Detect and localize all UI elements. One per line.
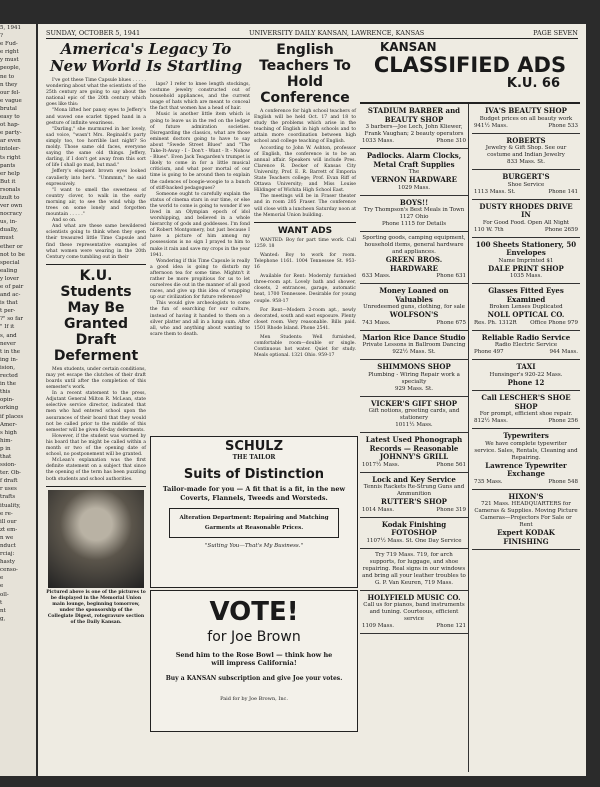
- ad-phone: Phone 2659: [544, 226, 578, 233]
- prev-line: ot hap-: [0, 122, 20, 129]
- ad-address: 929 Mass. St.: [394, 385, 434, 392]
- schulz-ad: [150, 436, 358, 588]
- prev-line: p in: [0, 445, 11, 452]
- ad-address-line: [474, 479, 578, 486]
- prev-line: r uses: [0, 486, 17, 493]
- prev-line: if places: [0, 413, 24, 420]
- legacy-article-col1: [46, 78, 146, 261]
- paragraph: This would give archeologists to come the fun of searching for our culture, instead of having it handed to them on a silver platter and all in a lump sum. After all, who and anything about wanting to scare them to death.: [150, 301, 250, 337]
- schulz-body: Tailor-made for you — A fit that is a fit, in the new Coverts, Flannels, Tweeds and Worsteds.: [162, 485, 346, 502]
- prev-line: ne to: [0, 73, 15, 80]
- paragraph: Music is another little item which is going to leave us in the red on the ledger of future admiration societies. Disregarding the classics, what are those eminent doctors going to have to say about "Swede Street Blues" and "The Take-It-Away - I - Don't - Want - It - Nohow - Blues". Even Jack Teagarden's trumpet is likely to come in for a little musical criticism, and what poor mortal of our time is going to be around then to explain the cadences of boogie-woogie to a bunch of stiff-backed pedagogues?: [150, 112, 250, 191]
- prev-line: must: [0, 235, 14, 242]
- ad-name: DUSTY RHODES DRIVE IN: [479, 201, 573, 219]
- ad-text: Name Imprinted $1: [498, 257, 554, 264]
- classified-ad: [360, 284, 468, 331]
- ad-phone: Phone 675: [436, 319, 466, 326]
- vote-footer: Paid for by Joe Brown, Inc.: [220, 696, 288, 702]
- vote-line3: Buy a KANSAN subscription and give Joe your votes.: [165, 675, 343, 682]
- ad-phone: Phone 121: [436, 623, 466, 629]
- paragraph: The meetings will be in Fraser theater and in room 205 Fraser. The conference will close with a luncheon Saturday noon at the Memorial Union building.: [254, 194, 356, 218]
- ad-address-line: [474, 273, 578, 280]
- classified-ad: [472, 490, 580, 551]
- prev-line: trafts: [0, 494, 16, 501]
- ad-text: Private Lessons in Ballroom Dancing: [362, 342, 466, 348]
- prev-line: g,: [0, 615, 6, 622]
- ad-text: Call us for pianos, band instruments and tuning. Courteous, efficient service: [363, 602, 465, 622]
- classified-ad: [360, 549, 468, 591]
- ad-address-line: [362, 185, 466, 192]
- prev-line: e party-: [0, 130, 22, 137]
- ad-text: Shoe Service: [507, 181, 545, 188]
- vote-line2: will impress California!: [211, 659, 297, 667]
- ad-name: Money Loaned on Valuables: [379, 286, 449, 304]
- ad-name: BURGERT'S: [502, 172, 550, 181]
- prev-line: zt em-: [0, 526, 18, 533]
- classified-ad: [472, 238, 580, 285]
- ad-name: BOYS!!: [399, 197, 429, 207]
- ad-name-2: NOLL OPTICAL CO.: [487, 310, 565, 319]
- prev-line: hasty: [0, 559, 15, 566]
- ad-text: Budget prices on all beauty work: [479, 115, 573, 122]
- paragraph: McLean's explanation was the first definite statement on a subject that since the opening of the term has been puzzling both students and school authorities.: [46, 458, 146, 482]
- vote-subtitle: for Joe Brown: [207, 629, 301, 645]
- ad-text: Plumbing - Wiring Repair work a specialty: [368, 371, 460, 385]
- ad-address: 1029 Mass.: [397, 184, 431, 191]
- draft-article: [46, 367, 146, 483]
- ad-phone: Phone 141: [548, 188, 578, 195]
- prev-line: pants: [0, 162, 16, 169]
- classified-ad: [472, 170, 580, 200]
- prev-line: ter. Ob-: [0, 470, 21, 477]
- ad-address-line: [362, 349, 466, 356]
- ad-text: The: [408, 169, 420, 175]
- classified-title: CLASSIFIED ADS: [373, 53, 567, 77]
- ad-address-line: [362, 386, 466, 393]
- masthead-date: SUNDAY, OCTOBER 5, 1941: [46, 29, 141, 37]
- ad-text: Try Thompson's Best Meals in Town 1127 Ohio: [363, 207, 465, 220]
- ad-name-2: Phone 12: [507, 377, 545, 387]
- prev-line: censo-: [0, 567, 18, 574]
- classified-ad: [360, 473, 468, 518]
- classified-ad: [360, 360, 468, 397]
- ad-text: Broken Lenses Duplicated: [489, 304, 563, 310]
- ad-phone: Phone 548: [548, 478, 578, 485]
- paragraph: laps? I refer to knee length stockings, costume jewelry constructed out of household appliances, and the current usage of hats which are meant to conceal the fact that women has a head of hair.: [150, 82, 250, 112]
- prev-line: ver own: [0, 203, 23, 210]
- prev-line: y must: [0, 57, 19, 64]
- ad-name: Kodak Finishing FOTOSHOP: [381, 519, 447, 537]
- prev-line: our fel-: [0, 89, 21, 96]
- prev-line: special: [0, 259, 20, 266]
- classified-ad: [360, 433, 468, 473]
- prev-line: y lover: [0, 275, 19, 282]
- draft-headline: K.U. Students May Be Granted Draft Deferment: [53, 267, 139, 364]
- prev-line: easy to: [0, 114, 20, 121]
- prev-line: " If it: [0, 324, 15, 331]
- classified-ad: [360, 196, 468, 233]
- ad-phone: Phone 319: [436, 506, 466, 513]
- ad-name: STADIUM BARBER and BEAUTY SHOP: [367, 106, 461, 124]
- classified-ad: [472, 331, 580, 361]
- ad-text: Hunsinger's 920-22 Mass.: [489, 371, 563, 378]
- ad-address-line: [362, 462, 466, 469]
- paragraph: Men students, under certain conditions, may yet escape the clutches of their draft boards until after the completion of this semester's work.: [46, 366, 146, 391]
- prev-line: e Fud-: [0, 41, 18, 48]
- ad-text: For Good Food. Open All Night: [482, 219, 570, 226]
- ad-address: Res. Ph. 1312R: [474, 319, 517, 326]
- classified-ad: [360, 518, 468, 549]
- prev-line: that: [0, 453, 12, 460]
- ad-text: Sporting goods, camping equipment, household items, general hardware and appliances.: [362, 235, 466, 255]
- ad-address-line: [474, 418, 578, 425]
- ad-text: We have complete typewriter service. Sales, Rentals, Cleaning and Repairing.: [474, 440, 578, 461]
- prev-line: f draft: [0, 478, 18, 485]
- classified-ad: [472, 391, 580, 429]
- prev-line: nduct: [0, 543, 16, 549]
- want-ad: For Rent—Modern 2-room apt., newly decorated, south and east exposure. Plenty closet room. Very reasonable. Bills paid. 1501 Rhode Island. Phone 2541.: [254, 307, 356, 331]
- ad-address-line: [474, 349, 578, 356]
- ad-address: 1017½ Mass.: [362, 461, 400, 468]
- ad-address-line: [362, 221, 466, 228]
- prev-line: is that: [0, 300, 18, 307]
- prev-line: But it: [0, 178, 16, 185]
- want-ad: Men Students: Well furnished, comfortable room—double or single. Continuous hot water. Quiet for study. Meals optional. 1321 Ohio. 959-17: [254, 335, 356, 359]
- paragraph: Wondering if this Time Capsule is really a good idea is going to disturb my afternoon tea for some time. Mightn't it rather be more propitious for us to let ourselves die out in the manner of all good races, and give up this idea of wrapping up our civilization for future reference?: [150, 258, 250, 301]
- schulz-slogan: "Suiting You—That's My Business.": [204, 543, 304, 549]
- ad-text: Jewelry & Gift Shop. See our costume and Indian Jewelry: [485, 145, 567, 158]
- ad-text: Try 719 Mass. 719, for arch supports, for luggage, and shoe repairing. Real signs in our windows and bring all your leather troubles to G. P. Van Keuren, 719 Mass.: [362, 551, 466, 586]
- ad-name: Typewriters: [503, 431, 549, 440]
- ad-name-2: Expert KODAK FINISHING: [497, 528, 555, 546]
- prev-line: e right: [0, 49, 19, 56]
- paragraph: In a recent statement to the press, Adjutant General Milton R. McLean, state selective service director, indicated that men who had entered school upon the assurances of their board that they would not be called prior to the middle of this semester will be given 60-day deferments.: [46, 391, 146, 433]
- ad-name-2: JOHNNY'S GRILL: [379, 452, 449, 461]
- prev-line: t: [0, 599, 3, 606]
- classified-phone: K.U. 66: [506, 76, 560, 91]
- paragraph: I've got these Time Capsule blues . . . . . wondering about what the scientists of the 25th century are going to say about the national epic of the 20th century which goes like this:: [46, 78, 146, 108]
- ad-text: Tennis Rackets Re-Strung Guns and Ammunition: [363, 484, 465, 497]
- ad-text: Unredeemed guns, clothing, for sale: [363, 304, 465, 310]
- prev-line: rciaj:: [0, 551, 15, 558]
- ad-text: Radio Electric Service: [494, 342, 558, 348]
- ad-address: 1109 Mass.: [362, 623, 395, 629]
- paragraph: "I want to smell the sweetness of country clover, to walk in the early morning air, to see the wind whip the trees on some lonely and forgotten mountain . . . . .": [46, 187, 146, 218]
- ad-address: 922½ Mass. St.: [392, 349, 436, 355]
- ad-text: 3 barbers—Joe Lech, John Kliewer, Frank Vaughan; 2 beauty operators: [364, 124, 464, 137]
- prev-line: ether or: [0, 243, 23, 250]
- ad-phone: 944 Mass.: [549, 349, 578, 355]
- photo: [48, 490, 144, 588]
- classified-ad: [360, 397, 468, 434]
- conference-article: [254, 109, 356, 219]
- ad-address: Phone 1115 for Details: [381, 221, 447, 227]
- prev-line: ssion-: [0, 462, 17, 469]
- ad-address-line: [474, 320, 578, 327]
- schulz-inner-2: Garments at Reasonable Prices.: [204, 525, 304, 531]
- ad-address: 1033 Mass.: [362, 138, 395, 144]
- classified-ad: [472, 134, 580, 171]
- want-ad: WANTED: Boy for part time work. Call 1259. 18: [254, 237, 356, 249]
- ad-phone: Phone 631: [436, 273, 466, 279]
- ad-address: 110 W. 7th: [474, 226, 504, 233]
- prev-line: s, and: [0, 332, 17, 339]
- prev-line: 5, 1941: [0, 25, 21, 31]
- legacy-headline: America's Legacy To New World Is Startling: [49, 40, 243, 75]
- paragraph: And so on.: [52, 218, 77, 224]
- ad-name: Glasses Fitted Eyes Examined: [488, 286, 564, 304]
- ad-name: Padlocks. Alarm Clocks, Metal Craft Supplies: [366, 151, 462, 169]
- ad-name-2: GREEN BROS. HARDWARE: [385, 255, 443, 273]
- classified-header: [360, 40, 580, 104]
- prev-line: nocracy: [0, 211, 23, 218]
- ad-address-line: [474, 123, 578, 130]
- vote-line1: Send him to the Rose Bowl — think how he: [175, 651, 333, 659]
- ad-address-line: [474, 227, 578, 234]
- prev-line: e vague: [0, 97, 22, 104]
- ad-address-line: [362, 273, 466, 280]
- ad-name: Latest Used Phonograph Records — Reasonable: [365, 435, 463, 453]
- ad-address-line: [474, 159, 578, 166]
- vote-title: VOTE!: [209, 597, 299, 627]
- paragraph: A conference for high school teachers of English will be held Oct. 17 and 18 to study the problems which arise in the teaching of English in high schools and to attain more coordination between high school and college teaching of English.: [254, 109, 356, 145]
- ad-name-2: Lawrence Typewriter Exchange: [485, 460, 567, 478]
- ad-address-line: [362, 623, 466, 630]
- prev-line: t in the: [0, 348, 21, 355]
- column-3: [254, 40, 356, 440]
- prev-line: in the: [0, 381, 17, 388]
- ad-address: 1113 Mass. St.: [474, 188, 516, 195]
- ad-name-2: DALE PRINT SHOP: [488, 263, 564, 273]
- prev-line: not to be: [0, 251, 25, 258]
- ad-address: 812½ Mass.: [474, 418, 508, 424]
- newspaper-page: [38, 24, 586, 776]
- masthead-page: PAGE SEVEN: [533, 29, 578, 37]
- ad-address: Phone 497: [474, 349, 504, 355]
- ad-address: 833 Mass. St.: [506, 159, 546, 165]
- ad-phone: Phone 561: [436, 461, 466, 468]
- prev-line: rsonals: [0, 186, 21, 193]
- classified-ad: [360, 591, 468, 635]
- ad-address-line: [362, 320, 466, 327]
- classified-kansan: KANSAN: [380, 40, 437, 54]
- ad-address: 1035 Mass.: [509, 273, 543, 279]
- ad-name: Call LESCHER'S SHOE SHOP: [481, 393, 571, 411]
- paragraph: "Darling," she murmured in her lovely, sad voice, "wasn't Mrs. Reginald's party simply too, too horrible last night? So moldy. Those same old faces, everyone saying the same old things. Jeffery, darling, if I don't get away from this sort of life I shall go mad, but mad.": [46, 126, 146, 169]
- classified-right-column: [472, 104, 580, 772]
- ad-text: Gift notions, greeting cards, and stationery: [368, 408, 460, 421]
- prev-line: ar even: [0, 138, 21, 145]
- ad-address-line: [362, 507, 466, 514]
- prev-line: ts right: [0, 154, 21, 161]
- ad-address: 743 Mass.: [362, 319, 391, 326]
- ad-address: 1011½ Mass.: [395, 422, 433, 428]
- prev-line: Amer-: [0, 421, 17, 428]
- classified-ad: [360, 149, 468, 196]
- prev-line: this: [0, 389, 11, 396]
- prev-line: dually,: [0, 227, 18, 234]
- prev-line: nt: [0, 607, 6, 614]
- legacy-article-col2: [150, 82, 250, 338]
- paragraph: "Mona lifted her pansy eyes to Jeffery's and waved one scarlet tipped hand in a gesture of infinite weariness.: [46, 108, 146, 126]
- classified-ad: [360, 331, 468, 361]
- prev-line: orking: [0, 405, 19, 412]
- ad-name-2: WOLFSON'S: [389, 310, 439, 319]
- ad-address: 633 Mass.: [362, 273, 391, 279]
- ad-address: 1014 Mass.: [362, 506, 395, 513]
- ad-address-line: [474, 189, 578, 196]
- ad-name: TAXI: [516, 362, 536, 371]
- paragraph: Jeffery's eloquent brown eyes looked cavalierly into her's. "Ummmm," he said expressively.: [46, 169, 146, 187]
- paragraph: Someone ought to carefully explain the status of cinema stars in our time, or else the world to come is going to wonder if we lived in an Olympian epoch of idol worshipping, and believed in a whole hierarchy of gods and goddesses. I'm fond of Robert Montgomery, but just because I have a picture of him among my possessions is no sign I prayed to him to make it rain and save my crops in the year 1941.: [150, 191, 250, 258]
- ad-name: Reliable Radio Service: [481, 332, 571, 342]
- want-ad: Wanted: Boy to work for room. Telephone 1161. 1004 Tennessee St. 953-16: [254, 252, 356, 271]
- ad-name-2: VERNON HARDWARE: [371, 175, 457, 184]
- vote-ad: [150, 590, 358, 732]
- prev-line: and ac-: [0, 292, 21, 299]
- classified-ad: [472, 360, 580, 391]
- schulz-name: SCHULZ: [224, 439, 284, 454]
- schulz-headline: Suits of Distinction: [183, 467, 325, 482]
- prev-line: oll-: [0, 591, 9, 598]
- prev-line: opin-: [0, 397, 14, 404]
- prev-line: e: [0, 583, 4, 590]
- prev-line: ?" so far: [0, 316, 24, 323]
- ad-address-line: [362, 138, 466, 145]
- prev-line: e of pair: [0, 284, 24, 290]
- ad-phone: Phone 533: [548, 122, 578, 129]
- column-2: [150, 82, 250, 442]
- prev-line: intoler-: [0, 146, 21, 153]
- classified-ad: [360, 104, 468, 149]
- prev-line: him-: [0, 437, 13, 444]
- paragraph: According to John W. Ashton, professor of English, the conference is to be an annual affair. Speakers will include Pres. Clarence R. Decker of Kansas City University, Prof. E. R. Barrett of Emporia State Teachers college; Prof. Evan Riff of Ottawa University; and Miss Louise Hildinger of Wichita High School East.: [254, 145, 356, 194]
- ad-text: For prompt, efficient shoe repair.: [479, 411, 573, 417]
- ad-name: HOLYFIELD MUSIC CO.: [367, 592, 461, 602]
- classified-ad: [472, 104, 580, 134]
- prev-line: ill our: [0, 518, 17, 525]
- prev-line: ing in-: [0, 356, 18, 363]
- classified-ad: [360, 232, 468, 284]
- classified-middle-column: [360, 104, 469, 772]
- prev-line: people,: [0, 65, 21, 72]
- ad-address: 735 Mass.: [474, 478, 503, 485]
- schulz-inner-box: [169, 508, 339, 538]
- conference-headline: English Teachers To Hold Conference: [259, 42, 351, 106]
- paragraph: And what are these same bewildered scientists going to think when they open their treasured little Time Capsule and find these representative examples of what women were wearing in the 20th Century come tumbling out in their: [46, 224, 146, 260]
- prev-line: n we: [0, 534, 14, 541]
- ad-name: HIXON'S: [508, 491, 544, 501]
- previous-page-fragment: [0, 24, 36, 776]
- prev-line: s high: [0, 429, 17, 436]
- ad-phone: Phone 310: [436, 138, 466, 144]
- ad-text: 1107½ Mass. St. One Day Service: [366, 537, 462, 544]
- prev-line: ituality,: [0, 502, 21, 509]
- ad-name: SHIMMONS SHOP: [377, 362, 451, 371]
- prev-line: brutal: [0, 105, 17, 112]
- ad-name: IVA'S BEAUTY SHOP: [485, 106, 567, 115]
- prev-line: us, in-: [0, 219, 18, 226]
- ad-name-2: RUTTER'S SHOP: [381, 497, 447, 506]
- ad-name: Marion Rice Dance Studio: [362, 332, 466, 342]
- prev-line: never: [0, 340, 16, 347]
- schulz-sub: THE TAILOR: [232, 454, 276, 461]
- paragraph: However, if the student was warned by his board that he might be called within a month or two of the opening date of school, no postponement will be granted.: [46, 433, 146, 458]
- ad-name: 100 Sheets Stationery, 50 Envelopes: [475, 239, 577, 257]
- ad-name: Lock and Key Service: [372, 474, 456, 484]
- ad-address-line: [362, 422, 466, 429]
- classified-ad: [472, 284, 580, 331]
- prev-line: ision,: [0, 364, 15, 371]
- ad-text: 721 Mass. HEADQUARTERS for Cameras & Supplies. Moving Picture Cameras—Projectors For Sale or Rent: [474, 501, 578, 528]
- prev-line: ealing: [0, 267, 18, 274]
- classified-ad: [472, 200, 580, 238]
- ad-phone: Office Phone 979: [530, 319, 578, 326]
- prev-line: t per-: [0, 308, 16, 315]
- ad-phone: Phone 256: [548, 418, 578, 424]
- photo-caption: Pictured above is one of the pictures to be displayed in the Memorial Union main lounge, beginning tomorrow, under the sponsorship of the Collegiate Digest, rotogravure section of the Daily Kansan.: [46, 589, 146, 625]
- prev-line: ?: [0, 33, 3, 40]
- prev-line: e re-: [0, 510, 13, 517]
- schulz-inner-1: Alteration Department: Repairing and Matching: [179, 515, 329, 521]
- want-ad: Available for Rent: Modernly furnished three-room apt. Lovely bath and shower, closets, 2 entrances, garage, automatic heat, 1700 Tennessee. Desirable for young couple. 958-17: [254, 274, 356, 304]
- prev-line: n they: [0, 81, 18, 88]
- want-ads-title: WANT ADS: [277, 225, 333, 236]
- ad-name: VICKER'S GIFT SHOP: [370, 398, 458, 408]
- ad-address: 941½ Mass.: [474, 122, 508, 129]
- prev-line: izult to: [0, 194, 20, 201]
- masthead: [46, 28, 578, 39]
- prev-line: rected: [0, 373, 18, 380]
- masthead-paper: UNIVERSITY DAILY KANSAN, LAWRENCE, KANSAS: [249, 29, 425, 37]
- classified-ad: [472, 429, 580, 490]
- prev-line: er help: [0, 170, 20, 177]
- want-ads-list: [254, 238, 356, 360]
- ad-name: ROBERTS: [506, 135, 546, 145]
- prev-line: e: [0, 575, 4, 582]
